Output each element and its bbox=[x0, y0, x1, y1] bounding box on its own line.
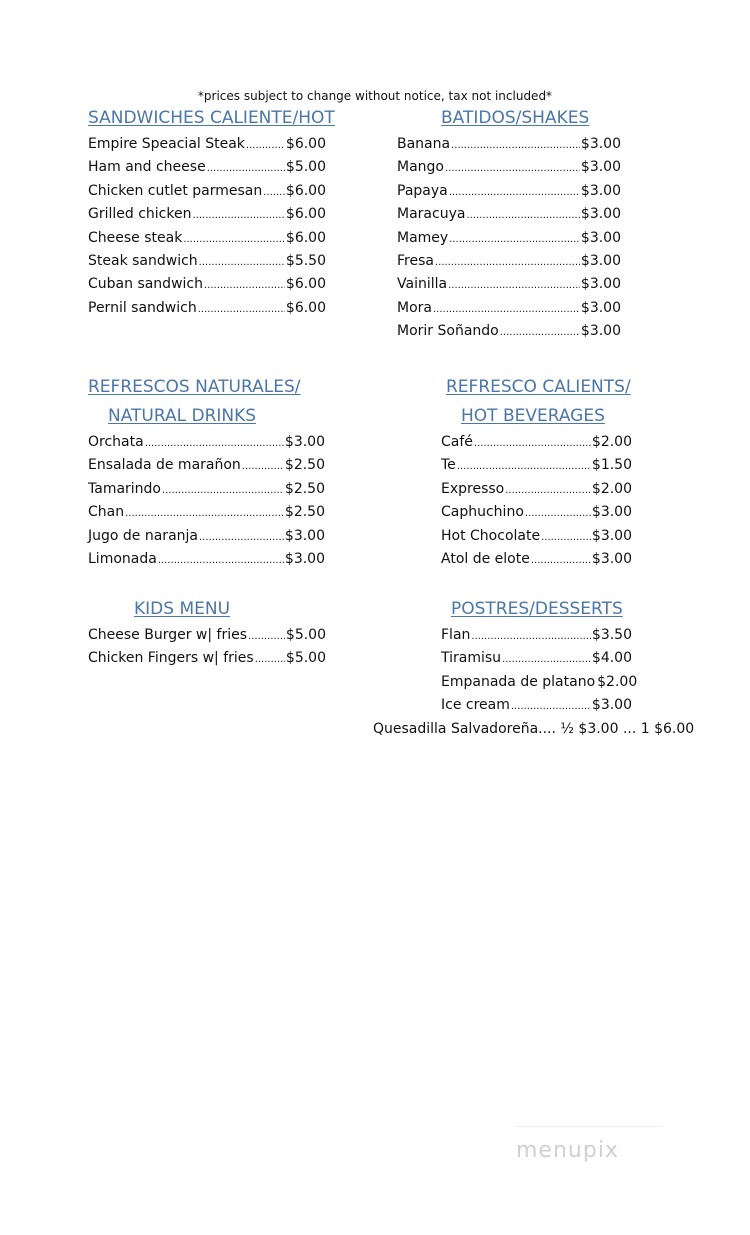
item-price: $4.00 bbox=[591, 650, 632, 667]
item-name: Atol de elote bbox=[441, 550, 530, 567]
menu-item bbox=[88, 526, 325, 549]
item-price: $3.00 bbox=[284, 434, 325, 450]
item-name: Café bbox=[441, 434, 473, 450]
item-name: Empire Speacial Steak bbox=[88, 136, 245, 152]
item-name: Morir Soñando bbox=[397, 323, 499, 340]
item-price: $6.00 bbox=[285, 136, 326, 152]
menu-item bbox=[397, 134, 621, 157]
hot-beverages-subheading: HOT BEVERAGES bbox=[461, 406, 605, 426]
menu-item bbox=[88, 181, 326, 204]
item-name: Cheese Burger w| fries bbox=[88, 627, 248, 643]
batidos-list bbox=[397, 134, 621, 345]
menu-item bbox=[441, 549, 632, 572]
leader-dots bbox=[457, 457, 591, 477]
item-name: Te bbox=[441, 457, 456, 474]
item-name: Ham and cheese bbox=[88, 159, 206, 176]
leader-dots bbox=[445, 159, 580, 179]
item-name: Pernil sandwich bbox=[88, 299, 197, 316]
kids-menu-heading: KIDS MENU bbox=[134, 599, 231, 619]
leader-dots bbox=[449, 183, 580, 203]
item-price: $6.00 bbox=[285, 229, 326, 246]
desserts-list bbox=[441, 625, 638, 719]
menu-item bbox=[88, 432, 325, 455]
item-price: $3.00 bbox=[580, 206, 621, 223]
item-name: Mora bbox=[397, 299, 432, 316]
menu-item bbox=[88, 228, 326, 251]
leader-dots bbox=[505, 481, 591, 501]
menu-item bbox=[441, 672, 638, 695]
item-name: Cheese steak bbox=[88, 229, 183, 246]
leader-dots bbox=[255, 650, 285, 670]
sandwiches-heading: SANDWICHES CALIENTE/HOT bbox=[88, 108, 335, 128]
leader-dots bbox=[471, 627, 591, 647]
leader-dots bbox=[448, 276, 580, 296]
menu-item bbox=[441, 502, 632, 525]
menu-item bbox=[88, 648, 326, 671]
menu-item bbox=[397, 228, 621, 251]
menu-item bbox=[441, 479, 632, 502]
item-price: $6.00 bbox=[285, 182, 326, 199]
item-name: Empanada de platano bbox=[441, 673, 596, 690]
menu-item bbox=[88, 134, 326, 157]
menu-item bbox=[88, 479, 325, 502]
menu-item bbox=[397, 274, 621, 297]
leader-dots bbox=[246, 136, 285, 156]
leader-dots bbox=[204, 276, 285, 296]
leader-dots bbox=[435, 253, 580, 273]
leader-dots bbox=[466, 206, 579, 226]
leader-dots bbox=[125, 504, 284, 524]
item-price: $3.00 bbox=[580, 159, 621, 176]
item-price: $2.00 bbox=[591, 434, 632, 450]
item-price: $6.00 bbox=[285, 276, 326, 293]
refrescos-list bbox=[88, 432, 325, 572]
item-price: $2.00 bbox=[597, 673, 638, 690]
item-name: Steak sandwich bbox=[88, 252, 198, 269]
leader-dots bbox=[162, 481, 284, 501]
item-price: $3.00 bbox=[284, 550, 325, 567]
leader-dots bbox=[198, 300, 285, 320]
item-name: Mango bbox=[397, 159, 444, 176]
leader-dots bbox=[525, 504, 591, 524]
item-price: $3.00 bbox=[284, 527, 325, 544]
menu-item bbox=[88, 455, 325, 478]
item-name: Jugo de naranja bbox=[88, 527, 198, 544]
menu-item bbox=[88, 204, 326, 227]
menu-item bbox=[441, 455, 632, 478]
leader-dots bbox=[192, 206, 284, 226]
item-price: $3.00 bbox=[591, 697, 632, 714]
item-name: Orchata bbox=[88, 434, 144, 450]
item-price: $3.00 bbox=[591, 504, 632, 521]
item-name: Chan bbox=[88, 504, 125, 521]
item-name: Mamey bbox=[397, 229, 449, 246]
leader-dots bbox=[541, 528, 591, 548]
kids-menu-list bbox=[88, 625, 326, 672]
price-note: *prices subject to change without notice, tax not included* bbox=[197, 89, 553, 103]
item-name: Vainilla bbox=[397, 276, 448, 293]
item-name: Fresa bbox=[397, 252, 434, 269]
item-price: $2.50 bbox=[284, 504, 325, 521]
item-price: $3.00 bbox=[580, 323, 621, 340]
menu-item bbox=[88, 157, 326, 180]
refrescos-heading: REFRESCOS NATURALES/ bbox=[88, 377, 301, 397]
item-price: $5.00 bbox=[285, 627, 326, 643]
menu-item bbox=[441, 625, 632, 648]
menu-item bbox=[397, 157, 621, 180]
item-name: Caphuchino bbox=[441, 504, 524, 521]
item-price: $6.00 bbox=[285, 206, 326, 223]
leader-dots bbox=[158, 551, 284, 571]
item-price: $1.50 bbox=[591, 457, 632, 474]
menupix-watermark: menupix bbox=[516, 1138, 619, 1163]
batidos-heading: BATIDOS/SHAKES bbox=[441, 108, 590, 128]
item-name: Tiramisu bbox=[441, 650, 502, 667]
sandwiches-list bbox=[88, 134, 326, 321]
leader-dots bbox=[207, 159, 285, 179]
item-price: $5.00 bbox=[285, 159, 326, 176]
leader-dots bbox=[248, 627, 285, 647]
leader-dots bbox=[183, 230, 285, 250]
menu-item bbox=[88, 298, 326, 321]
menu-item bbox=[441, 648, 632, 671]
leader-dots bbox=[474, 434, 591, 454]
refrescos-subheading: NATURAL DRINKS bbox=[108, 406, 257, 426]
leader-dots bbox=[449, 230, 580, 250]
leader-dots bbox=[500, 323, 580, 343]
item-price: $2.50 bbox=[284, 457, 325, 474]
quesadilla-item: Quesadilla Salvadoreña.... ½ $3.00 ... 1 $6.00 bbox=[373, 721, 695, 737]
menu-item bbox=[397, 181, 621, 204]
item-price: $3.00 bbox=[580, 229, 621, 246]
menu-item bbox=[88, 549, 325, 572]
menu-item bbox=[397, 298, 621, 321]
desserts-heading: POSTRES/DESSERTS bbox=[451, 599, 623, 619]
menu-item bbox=[441, 695, 632, 718]
menu-item bbox=[441, 526, 632, 549]
item-name: Chicken Fingers w| fries bbox=[88, 650, 254, 667]
item-name: Chicken cutlet parmesan bbox=[88, 182, 263, 199]
item-price: $3.00 bbox=[580, 299, 621, 316]
item-name: Tamarindo bbox=[88, 480, 162, 497]
item-name: Maracuya bbox=[397, 206, 466, 223]
menu-item bbox=[397, 204, 621, 227]
leader-dots bbox=[242, 457, 284, 477]
item-price: $5.00 bbox=[285, 650, 326, 667]
leader-dots bbox=[433, 300, 580, 320]
item-name: Hot Chocolate bbox=[441, 527, 541, 544]
hot-beverages-list bbox=[441, 432, 632, 572]
item-name: Flan bbox=[441, 627, 471, 643]
item-price: $3.50 bbox=[591, 627, 632, 643]
leader-dots bbox=[199, 528, 284, 548]
item-price: $2.50 bbox=[284, 480, 325, 497]
item-price: $5.50 bbox=[285, 252, 326, 269]
item-price: $6.00 bbox=[285, 299, 326, 316]
watermark-rule bbox=[516, 1126, 662, 1127]
menu-item bbox=[88, 502, 325, 525]
leader-dots bbox=[199, 253, 285, 273]
item-price: $3.00 bbox=[591, 550, 632, 567]
menu-item bbox=[88, 625, 326, 648]
item-name: Cuban sandwich bbox=[88, 276, 203, 293]
item-price: $2.00 bbox=[591, 480, 632, 497]
item-price: $3.00 bbox=[580, 276, 621, 293]
item-price: $3.00 bbox=[580, 252, 621, 269]
item-name: Grilled chicken bbox=[88, 206, 192, 223]
leader-dots bbox=[451, 136, 580, 156]
leader-dots bbox=[531, 551, 591, 571]
menu-item bbox=[88, 274, 326, 297]
menu-item bbox=[397, 251, 621, 274]
item-price: $3.00 bbox=[580, 182, 621, 199]
leader-dots bbox=[263, 183, 285, 203]
item-name: Ice cream bbox=[441, 697, 510, 714]
item-name: Papaya bbox=[397, 182, 448, 199]
item-price: $3.00 bbox=[591, 527, 632, 544]
menu-item bbox=[88, 251, 326, 274]
menu-item bbox=[441, 432, 632, 455]
item-name: Limonada bbox=[88, 550, 157, 567]
hot-beverages-heading: REFRESCO CALIENTS/ bbox=[446, 377, 631, 397]
item-name: Ensalada de marañon bbox=[88, 457, 241, 474]
leader-dots bbox=[511, 697, 591, 717]
item-name: Expresso bbox=[441, 480, 505, 497]
item-price: $3.00 bbox=[580, 136, 621, 152]
leader-dots bbox=[502, 650, 591, 670]
menu-item bbox=[397, 321, 621, 344]
item-name: Banana bbox=[397, 136, 451, 152]
leader-dots bbox=[145, 434, 284, 454]
